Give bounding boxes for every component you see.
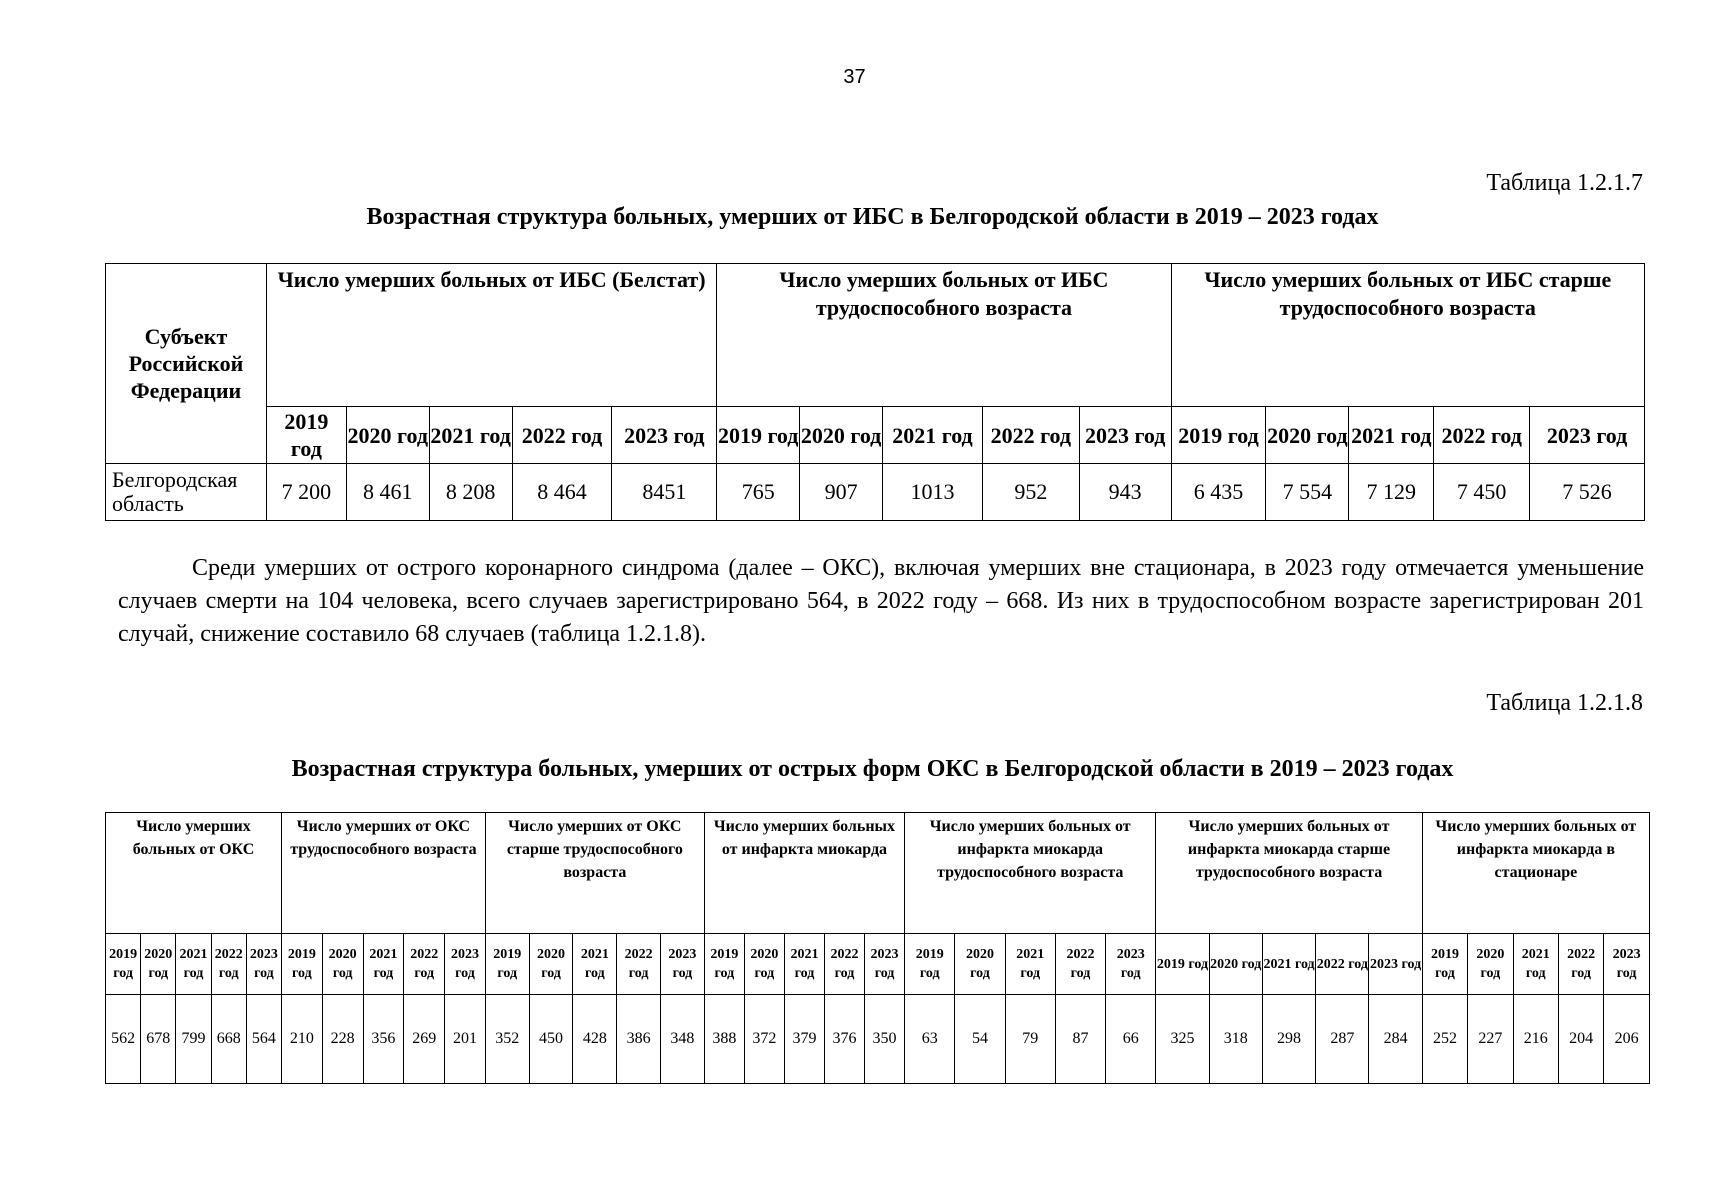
table-cell: 325 bbox=[1156, 995, 1209, 1084]
table-cell: 216 bbox=[1513, 995, 1558, 1084]
year-header: 2019 год bbox=[1422, 934, 1467, 995]
table-cell: 799 bbox=[176, 995, 211, 1084]
year-header: 2022 год bbox=[982, 407, 1079, 464]
year-header: 2022 год bbox=[1055, 934, 1105, 995]
table-cell: 376 bbox=[824, 995, 864, 1084]
table-cell: 952 bbox=[982, 464, 1079, 521]
year-header: 2019 год bbox=[485, 934, 529, 995]
table-cell: 287 bbox=[1316, 995, 1369, 1084]
table-1-label: Таблица 1.2.1.7 bbox=[1486, 170, 1643, 196]
year-header: 2020 год bbox=[529, 934, 573, 995]
year-header: 2019 год bbox=[1171, 407, 1266, 464]
table-cell: 348 bbox=[661, 995, 705, 1084]
table-cell: 678 bbox=[141, 995, 176, 1084]
year-header: 2023 год bbox=[1604, 934, 1650, 995]
body-paragraph: Среди умерших от острого коронарного синдрома (далее – ОКС), включая умерших вне стационара, в 2023 году отмечается уменьшение случаев смерти на 104 человека, всего случаев зарегистрировано 564, в 2022 году – 668. Из них в трудоспособном возрасте зарегистрирован 201 случай, снижение составило 68 случаев (таблица 1.2.1.8). bbox=[118, 555, 1644, 647]
table-cell: 8451 bbox=[612, 464, 717, 521]
table-cell: 564 bbox=[246, 995, 281, 1084]
year-header: 2021 год bbox=[363, 934, 404, 995]
year-header: 2023 год bbox=[246, 934, 281, 995]
year-header: 2022 год bbox=[1558, 934, 1603, 995]
year-header: 2023 год bbox=[1530, 407, 1645, 464]
table-cell: 450 bbox=[529, 995, 573, 1084]
group-header-row bbox=[106, 813, 1650, 934]
year-header: 2021 год bbox=[176, 934, 211, 995]
table-cell: 350 bbox=[865, 995, 905, 1084]
table-cell: 8 464 bbox=[512, 464, 612, 521]
table-cell: 63 bbox=[905, 995, 955, 1084]
year-header: 2021 год bbox=[1262, 934, 1315, 995]
table-cell: 8 461 bbox=[346, 464, 429, 521]
table-cell: 7 526 bbox=[1530, 464, 1645, 521]
year-header: 2022 год bbox=[404, 934, 445, 995]
year-header: 2020 год bbox=[346, 407, 429, 464]
year-header: 2019 год bbox=[905, 934, 955, 995]
page-number: 37 bbox=[843, 66, 866, 88]
year-header: 2022 год bbox=[512, 407, 612, 464]
year-header: 2020 год bbox=[955, 934, 1005, 995]
table-cell: 379 bbox=[784, 995, 824, 1084]
table-cell: 1013 bbox=[883, 464, 983, 521]
table-cell: 372 bbox=[744, 995, 784, 1084]
year-header: 2023 год bbox=[445, 934, 486, 995]
year-header: 2022 год bbox=[1316, 934, 1369, 995]
year-header: 2020 год bbox=[1468, 934, 1513, 995]
year-header: 2022 год bbox=[211, 934, 246, 995]
group-header: Число умерших от ОКС трудоспособного возраста bbox=[282, 813, 486, 934]
year-header: 2020 год bbox=[1266, 407, 1349, 464]
group-header-ibs-working-age: Число умерших больных от ИБС трудоспособного возраста bbox=[717, 264, 1171, 407]
year-header: 2019 год bbox=[1156, 934, 1209, 995]
table-cell: 79 bbox=[1005, 995, 1055, 1084]
table-cell: 388 bbox=[704, 995, 744, 1084]
table-cell: 428 bbox=[573, 995, 617, 1084]
year-header: 2022 год bbox=[617, 934, 661, 995]
group-header: Число умерших больных от инфаркта миокарда старше трудоспособного возраста bbox=[1156, 813, 1422, 934]
table-cell: 943 bbox=[1079, 464, 1171, 521]
year-header-row bbox=[106, 407, 1645, 464]
table-row bbox=[106, 995, 1650, 1084]
table-cell: 227 bbox=[1468, 995, 1513, 1084]
year-header: 2021 год bbox=[573, 934, 617, 995]
table-cell: 210 bbox=[282, 995, 323, 1084]
table-cell: 6 435 bbox=[1171, 464, 1266, 521]
year-header: 2021 год bbox=[883, 407, 983, 464]
year-header: 2022 год bbox=[1434, 407, 1530, 464]
table-cell: 765 bbox=[717, 464, 800, 521]
table-cell: 201 bbox=[445, 995, 486, 1084]
year-header: 2020 год bbox=[744, 934, 784, 995]
table-cell: 318 bbox=[1209, 995, 1262, 1084]
year-header: 2023 год bbox=[1369, 934, 1422, 995]
year-header: 2020 год bbox=[141, 934, 176, 995]
year-header: 2021 год bbox=[429, 407, 512, 464]
year-header: 2019 год bbox=[717, 407, 800, 464]
group-header: Число умерших больных от ОКС bbox=[106, 813, 282, 934]
table-row bbox=[106, 464, 1645, 521]
year-header: 2020 год bbox=[800, 407, 883, 464]
table-cell: 252 bbox=[1422, 995, 1467, 1084]
table-1-title: Возрастная структура больных, умерших от ИБС в Белгородской области в 2019 – 2023 годах bbox=[366, 204, 1379, 230]
region-name: Белгородская область bbox=[106, 464, 267, 521]
table-cell: 269 bbox=[404, 995, 445, 1084]
year-header: 2020 год bbox=[322, 934, 363, 995]
table-cell: 54 bbox=[955, 995, 1005, 1084]
table-cell: 228 bbox=[322, 995, 363, 1084]
year-header: 2021 год bbox=[1349, 407, 1434, 464]
table-cell: 356 bbox=[363, 995, 404, 1084]
year-header: 2019 год bbox=[106, 934, 141, 995]
group-header: Число умерших больных от инфаркта миокарда bbox=[704, 813, 904, 934]
table-cell: 87 bbox=[1055, 995, 1105, 1084]
year-header: 2019 год bbox=[282, 934, 323, 995]
table-cell: 668 bbox=[211, 995, 246, 1084]
group-header: Число умерших больных от инфаркта миокарда трудоспособного возраста bbox=[905, 813, 1156, 934]
table-cell: 386 bbox=[617, 995, 661, 1084]
table-cell: 7 129 bbox=[1349, 464, 1434, 521]
table-cell: 907 bbox=[800, 464, 883, 521]
table-cell: 206 bbox=[1604, 995, 1650, 1084]
table-2-label: Таблица 1.2.1.8 bbox=[1486, 690, 1643, 716]
table-cell: 66 bbox=[1106, 995, 1156, 1084]
year-header: 2021 год bbox=[784, 934, 824, 995]
year-header: 2020 год bbox=[1209, 934, 1262, 995]
group-header: Число умерших от ОКС старше трудоспособного возраста bbox=[485, 813, 704, 934]
year-header: 2019 год bbox=[704, 934, 744, 995]
year-header: 2023 год bbox=[612, 407, 717, 464]
table-cell: 562 bbox=[106, 995, 141, 1084]
table-cell: 7 450 bbox=[1434, 464, 1530, 521]
year-header: 2023 год bbox=[661, 934, 705, 995]
group-header-ibs-above-working-age: Число умерших больных от ИБС старше трудоспособного возраста bbox=[1171, 264, 1644, 407]
table-2-title: Возрастная структура больных, умерших от острых форм ОКС в Белгородской области в 2019 – 2023 годах bbox=[291, 756, 1454, 782]
table-1 bbox=[105, 263, 1645, 521]
year-header: 2019 год bbox=[266, 407, 346, 464]
table-cell: 298 bbox=[1262, 995, 1315, 1084]
table-cell: 7 200 bbox=[266, 464, 346, 521]
year-header: 2021 год bbox=[1005, 934, 1055, 995]
table-cell: 8 208 bbox=[429, 464, 512, 521]
year-header: 2023 год bbox=[1106, 934, 1156, 995]
table-cell: 352 bbox=[485, 995, 529, 1084]
year-header: 2023 год bbox=[1079, 407, 1171, 464]
year-header: 2021 год bbox=[1513, 934, 1558, 995]
subject-header: Субъект Российской Федерации bbox=[106, 264, 267, 464]
group-header-ibs-total: Число умерших больных от ИБС (Белстат) bbox=[266, 264, 716, 407]
table-cell: 7 554 bbox=[1266, 464, 1349, 521]
year-header-row bbox=[106, 934, 1650, 995]
year-header: 2023 год bbox=[865, 934, 905, 995]
table-2 bbox=[105, 812, 1650, 1084]
table-cell: 204 bbox=[1558, 995, 1603, 1084]
table-cell: 284 bbox=[1369, 995, 1422, 1084]
year-header: 2022 год bbox=[824, 934, 864, 995]
group-header: Число умерших больных от инфаркта миокарда в стационаре bbox=[1422, 813, 1649, 934]
